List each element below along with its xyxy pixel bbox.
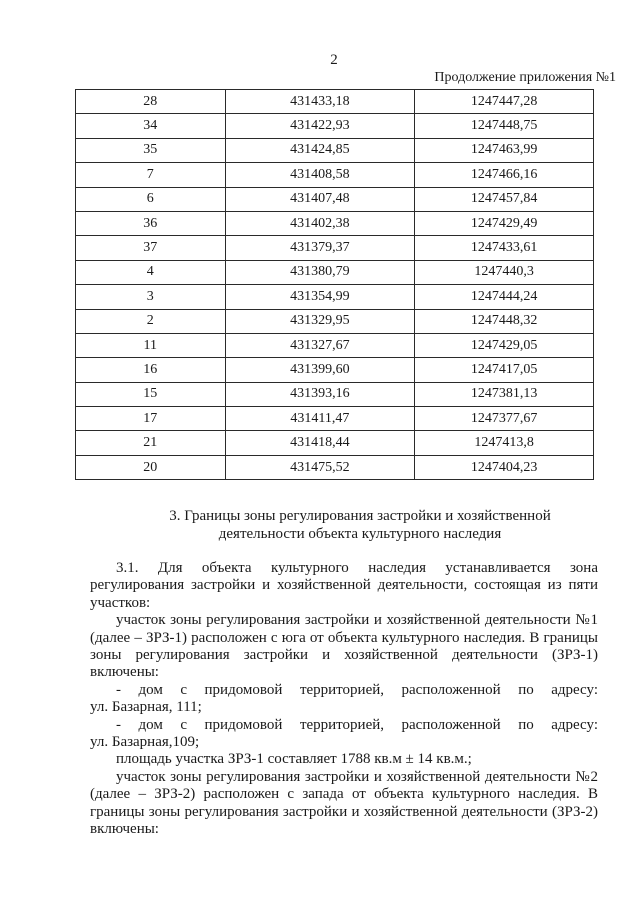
y-coordinate-cell: 1247444,24 (415, 285, 594, 309)
point-number-cell: 6 (76, 187, 226, 211)
coordinates-table (75, 89, 594, 480)
table-row (76, 431, 594, 455)
paragraph-line: - дом с придомовой территорией, расположенной по адресу: (116, 681, 598, 698)
paragraph-line: 3.1. Для объекта культурного наследия устанавливается зона (116, 560, 598, 576)
point-number-cell: 15 (76, 382, 226, 406)
x-coordinate-cell: 431329,95 (225, 309, 415, 333)
x-coordinate-cell: 431422,93 (225, 114, 415, 138)
body-text (90, 560, 598, 839)
y-coordinate-cell: 1247447,28 (415, 90, 594, 114)
x-coordinate-cell: 431393,16 (225, 382, 415, 406)
point-number-cell: 37 (76, 236, 226, 260)
point-number-cell: 20 (76, 455, 226, 479)
x-coordinate-cell: 431433,18 (225, 90, 415, 114)
table-row (76, 309, 594, 333)
y-coordinate-cell: 1247429,49 (415, 211, 594, 235)
x-coordinate-cell: 431475,52 (225, 455, 415, 479)
table-row (76, 407, 594, 431)
y-coordinate-cell: 1247417,05 (415, 358, 594, 382)
point-number-cell: 16 (76, 358, 226, 382)
point-number-cell: 34 (76, 114, 226, 138)
table-row (76, 260, 594, 284)
appendix-note: Продолжение приложения №1 (434, 70, 616, 85)
y-coordinate-cell: 1247433,61 (415, 236, 594, 260)
paragraph-line: включены: (90, 664, 159, 681)
x-coordinate-cell: 431407,48 (225, 187, 415, 211)
y-coordinate-cell: 1247377,67 (415, 407, 594, 431)
y-coordinate-cell: 1247466,16 (415, 163, 594, 187)
paragraph-line: зоны регулирования застройки и хозяйственной деятельности (ЗРЗ-1) (90, 647, 598, 664)
point-number-cell: 3 (76, 285, 226, 309)
table-row (76, 236, 594, 260)
paragraph-line: участок зоны регулирования застройки и хозяйственной деятельности №2 (116, 768, 598, 785)
table-row (76, 455, 594, 479)
section-heading (100, 507, 620, 543)
table-row (76, 163, 594, 187)
paragraph-line: включены: (90, 821, 159, 838)
point-number-cell: 2 (76, 309, 226, 333)
table-row (76, 90, 594, 114)
section-heading-line: 3. Границы зоны регулирования застройки и хозяйственной (169, 508, 551, 524)
paragraph-line: границы зоны регулирования застройки и хозяйственной деятельности (ЗРЗ-2) (90, 803, 598, 820)
x-coordinate-cell: 431418,44 (225, 431, 415, 455)
paragraph-line: ул. Базарная, 111; (90, 699, 202, 716)
x-coordinate-cell: 431411,47 (225, 407, 415, 431)
table-row (76, 114, 594, 138)
x-coordinate-cell: 431379,37 (225, 236, 415, 260)
table-row (76, 285, 594, 309)
paragraph-line: (далее – ЗРЗ-2) расположен с запада от объекта культурного наследия. В (90, 786, 598, 803)
y-coordinate-cell: 1247413,8 (415, 431, 594, 455)
y-coordinate-cell: 1247381,13 (415, 382, 594, 406)
y-coordinate-cell: 1247457,84 (415, 187, 594, 211)
point-number-cell: 21 (76, 431, 226, 455)
point-number-cell: 7 (76, 163, 226, 187)
paragraph-line: участков: (90, 594, 151, 611)
y-coordinate-cell: 1247463,99 (415, 138, 594, 162)
x-coordinate-cell: 431402,38 (225, 211, 415, 235)
point-number-cell: 28 (76, 90, 226, 114)
paragraph-line: регулирования застройки и хозяйственной деятельности, состоящая из пяти (90, 577, 598, 594)
y-coordinate-cell: 1247448,75 (415, 114, 594, 138)
table-row (76, 138, 594, 162)
y-coordinate-cell: 1247448,32 (415, 309, 594, 333)
x-coordinate-cell: 431399,60 (225, 358, 415, 382)
point-number-cell: 36 (76, 211, 226, 235)
point-number-cell: 4 (76, 260, 226, 284)
paragraph-line: участок зоны регулирования застройки и хозяйственной деятельности №1 (116, 612, 598, 629)
paragraph-line: площадь участка ЗРЗ-1 составляет 1788 кв.м ± 14 кв.м.; (116, 751, 472, 768)
y-coordinate-cell: 1247404,23 (415, 455, 594, 479)
y-coordinate-cell: 1247440,3 (415, 260, 594, 284)
x-coordinate-cell: 431327,67 (225, 333, 415, 357)
paragraph-line: - дом с придомовой территорией, расположенной по адресу: (116, 716, 598, 733)
page-number: 2 (330, 52, 338, 68)
table-row (76, 211, 594, 235)
point-number-cell: 17 (76, 407, 226, 431)
paragraph-line: ул. Базарная,109; (90, 734, 200, 751)
table-row (76, 187, 594, 211)
y-coordinate-cell: 1247429,05 (415, 333, 594, 357)
table-row (76, 333, 594, 357)
point-number-cell: 11 (76, 333, 226, 357)
x-coordinate-cell: 431354,99 (225, 285, 415, 309)
paragraph-line: (далее – ЗРЗ-1) расположен с юга от объекта культурного наследия. В границы (90, 629, 598, 646)
x-coordinate-cell: 431380,79 (225, 260, 415, 284)
point-number-cell: 35 (76, 138, 226, 162)
table-row (76, 382, 594, 406)
section-heading-line: деятельности объекта культурного наследия (218, 526, 502, 542)
x-coordinate-cell: 431424,85 (225, 138, 415, 162)
table-row (76, 358, 594, 382)
x-coordinate-cell: 431408,58 (225, 163, 415, 187)
